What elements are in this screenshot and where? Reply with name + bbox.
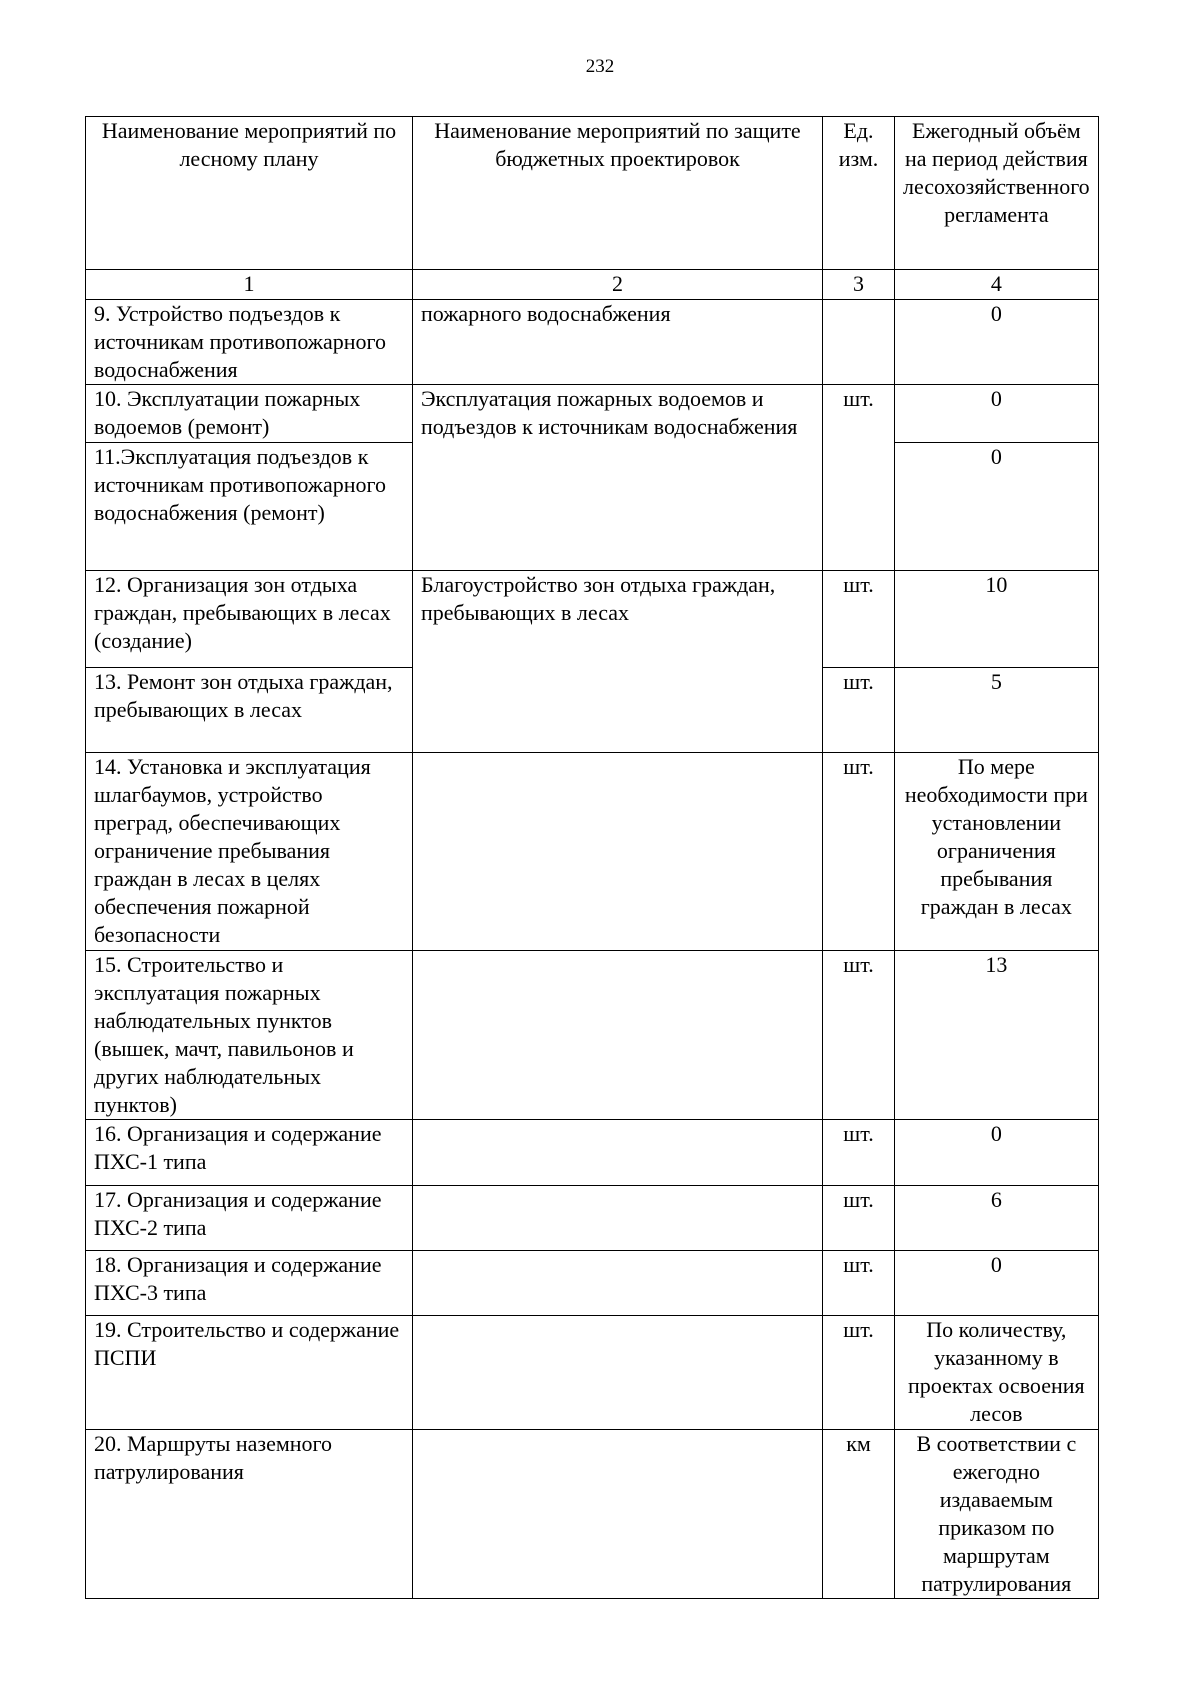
measure-cell	[413, 1316, 823, 1430]
plan-cell: 15. Строительство и эксплуатация пожарных наблюдательных пунктов (вышек, мачт, павильонов и других наблюдательных пунктов)	[86, 951, 413, 1120]
volume-cell: 0	[895, 1251, 1099, 1316]
plan-cell: 9. Устройство подъездов к источникам противопожарного водоснабжения	[86, 300, 413, 385]
plan-cell: 16. Организация и содержание ПХС-1 типа	[86, 1120, 413, 1186]
plan-cell: 10. Эксплуатации пожарных водоемов (ремонт)	[86, 385, 413, 443]
volume-cell: 10	[895, 571, 1099, 668]
table-header-row	[86, 117, 1099, 270]
page-number: 232	[585, 56, 615, 77]
header-col2: Наименование мероприятий по защите бюджетных проектировок	[413, 117, 823, 270]
column-numbers-row	[86, 270, 1099, 300]
volume-cell: В соответствии с ежегодно издаваемым приказом по маршрутам патрулирования	[895, 1430, 1099, 1599]
measure-cell-merged: Эксплуатация пожарных водоемов и подъездов к источникам водоснабжения	[413, 385, 823, 571]
plan-cell: 20. Маршруты наземного патрулирования	[86, 1430, 413, 1599]
plan-cell: 17. Организация и содержание ПХС-2 типа	[86, 1186, 413, 1251]
plan-cell: 13. Ремонт зон отдыха граждан, пребывающих в лесах	[86, 668, 413, 753]
unit-cell: шт.	[823, 571, 895, 668]
col-number-4: 4	[895, 270, 1099, 300]
unit-cell: шт.	[823, 1316, 895, 1430]
measure-cell	[413, 1186, 823, 1251]
table-row	[86, 1430, 1099, 1599]
table-row	[86, 571, 1099, 668]
table-row	[86, 300, 1099, 385]
measure-cell	[413, 1251, 823, 1316]
header-col4: Ежегодный объём на период действия лесохозяйственного регламента	[895, 117, 1099, 270]
measure-cell	[413, 1120, 823, 1186]
volume-cell: 0	[895, 1120, 1099, 1186]
unit-cell-merged: шт.	[823, 385, 895, 571]
volume-cell: 0	[895, 300, 1099, 385]
unit-cell: шт.	[823, 1251, 895, 1316]
unit-cell: шт.	[823, 1120, 895, 1186]
measure-cell	[413, 951, 823, 1120]
table-row	[86, 1316, 1099, 1430]
measure-cell: пожарного водоснабжения	[413, 300, 823, 385]
unit-cell: шт.	[823, 951, 895, 1120]
measure-cell	[413, 1430, 823, 1599]
unit-cell: км	[823, 1430, 895, 1599]
table-row	[86, 1251, 1099, 1316]
measure-cell	[413, 753, 823, 951]
header-col1: Наименование мероприятий по лесному плану	[86, 117, 413, 270]
unit-cell: шт.	[823, 1186, 895, 1251]
volume-cell: По мере необходимости при установлении ограничения пребывания граждан в лесах	[895, 753, 1099, 951]
forest-plan-table	[85, 116, 1099, 1599]
plan-cell: 19. Строительство и содержание ПСПИ	[86, 1316, 413, 1430]
table-row	[86, 1186, 1099, 1251]
col-number-3: 3	[823, 270, 895, 300]
header-col3: Ед. изм.	[823, 117, 895, 270]
volume-cell: 0	[895, 385, 1099, 443]
volume-cell: 13	[895, 951, 1099, 1120]
measure-cell-merged: Благоустройство зон отдыха граждан, пребывающих в лесах	[413, 571, 823, 753]
unit-cell: шт.	[823, 668, 895, 753]
table-row	[86, 385, 1099, 443]
col-number-1: 1	[86, 270, 413, 300]
table-row	[86, 1120, 1099, 1186]
volume-cell: 6	[895, 1186, 1099, 1251]
plan-cell: 12. Организация зон отдыха граждан, пребывающих в лесах (создание)	[86, 571, 413, 668]
table-row	[86, 951, 1099, 1120]
plan-cell: 18. Организация и содержание ПХС-3 типа	[86, 1251, 413, 1316]
col-number-2: 2	[413, 270, 823, 300]
volume-cell: 5	[895, 668, 1099, 753]
volume-cell: 0	[895, 443, 1099, 571]
volume-cell: По количеству, указанному в проектах освоения лесов	[895, 1316, 1099, 1430]
unit-cell	[823, 300, 895, 385]
plan-cell: 14. Установка и эксплуатация шлагбаумов, устройство преград, обеспечивающих ограничение пребывания граждан в лесах в целях обеспечения пожарной безопасности	[86, 753, 413, 951]
plan-cell: 11.Эксплуатация подъездов к источникам противопожарного водоснабжения (ремонт)	[86, 443, 413, 571]
unit-cell: шт.	[823, 753, 895, 951]
table-row	[86, 753, 1099, 951]
